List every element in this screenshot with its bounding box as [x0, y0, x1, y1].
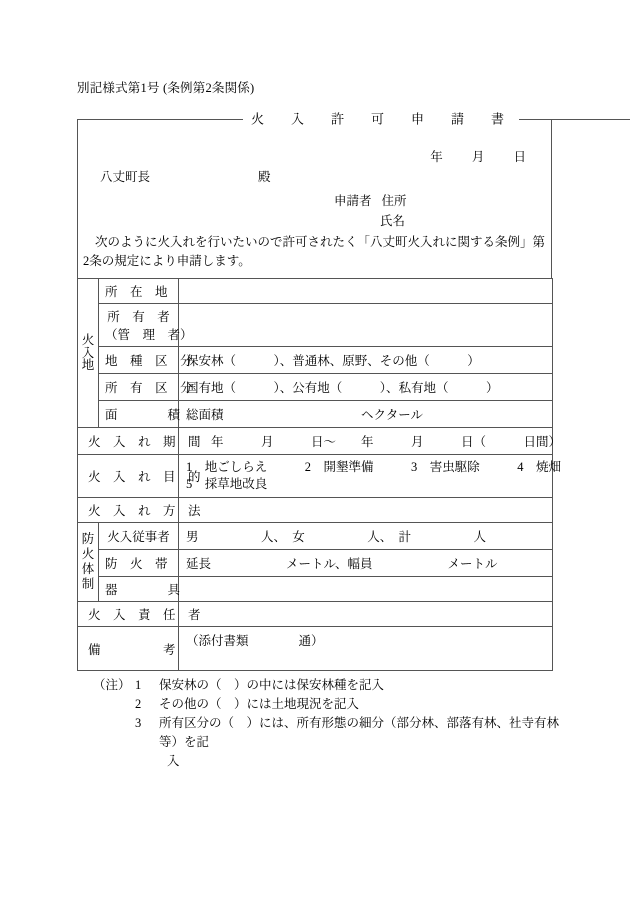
label-bokatai	[99, 550, 179, 577]
intro-paragraph: 次のように火入れを行いたいので許可されたく「八丈町火入れに関する条例」第2条の規定により申請します。	[83, 235, 546, 268]
group-label-hiireti-char-2: 地	[81, 358, 95, 373]
notes-section	[93, 676, 563, 771]
label-chishu-kubun-text: 地 種 区 分	[105, 354, 193, 368]
note-number-3: 3	[135, 716, 142, 730]
note-number-1: 1	[135, 678, 142, 692]
note-item-3	[93, 714, 563, 752]
label-shozaichi-text: 所 在 地	[105, 285, 168, 299]
addressee-line	[100, 167, 271, 185]
label-sekininsha-text: 火 入 責 任 者	[88, 608, 201, 622]
label-mokuteki-text: 火 入 れ 目 的	[88, 470, 201, 484]
value-bikou[interactable]	[179, 627, 553, 671]
notes-heading: （注）	[93, 678, 131, 692]
value-shoyusha[interactable]	[179, 304, 553, 347]
value-mokuteki-line1: 1 地ごしらえ 2 開墾準備 3 害虫駆除 4 焼畑	[186, 460, 562, 474]
group-label-bokataisei-char-0: 防	[81, 532, 95, 546]
label-bokatai-text: 防 火 帯	[105, 557, 168, 571]
applicant-address-line	[334, 191, 407, 209]
label-jujisha	[99, 523, 179, 550]
date-month: 月	[471, 150, 485, 164]
value-mokuteki-line2: 5 採草地改良	[186, 477, 268, 491]
label-bikou-text: 備 考	[88, 642, 176, 657]
form-number: 別記様式第1号 (条例第2条関係)	[77, 81, 255, 95]
label-shozaichi	[99, 279, 179, 304]
table-row-hoho	[78, 498, 553, 523]
label-kigu-text: 器 具	[105, 583, 181, 597]
value-shoyu-kubun[interactable]: 国有地（ ）、公有地（ ）、私有地（ ）	[179, 374, 553, 401]
note-text-3: 所有区分の（ ）には、所有形態の細分（部分林、部落有林、社寺有林等）を記	[159, 716, 560, 749]
label-bikou	[78, 627, 179, 671]
value-mokuteki[interactable]	[179, 455, 562, 498]
label-kikan	[78, 428, 201, 455]
value-menseki-text: 総面積 ヘクタール	[186, 408, 424, 422]
value-hoho[interactable]	[179, 498, 553, 523]
value-bikou-text: （添付書類 通）	[186, 634, 324, 648]
addressee-honorific: 殿	[258, 170, 271, 184]
group-label-hiireti	[78, 279, 99, 428]
addressee-name: 八丈町長	[100, 170, 151, 184]
applicant-label: 申請者	[334, 194, 372, 208]
label-chishu-kubun	[99, 347, 193, 374]
applicant-name-label: 氏名	[380, 214, 406, 228]
note-item-2	[93, 695, 563, 714]
label-sekininsha	[78, 602, 201, 627]
value-chishu-kubun[interactable]: 保安林（ ）、普通林、原野、その他（ ）	[179, 347, 553, 374]
date-day: 日	[513, 150, 526, 164]
value-bokatai[interactable]	[179, 550, 553, 577]
label-shoyu-kubun	[99, 374, 193, 401]
label-menseki	[99, 401, 179, 428]
note-item-1	[93, 676, 563, 695]
table-row-kigu	[78, 577, 553, 602]
note-number-2: 2	[135, 697, 142, 711]
label-kigu	[99, 577, 179, 602]
label-menseki-text: 面 積	[105, 408, 181, 422]
application-form-table	[77, 278, 562, 671]
label-shoyu-kubun-text: 所 有 区 分	[105, 381, 193, 395]
date-year: 年	[430, 150, 443, 164]
value-jujisha[interactable]	[179, 523, 553, 550]
label-mokuteki	[78, 455, 201, 498]
value-sekininsha[interactable]	[179, 602, 553, 627]
label-shoyusha	[99, 304, 193, 347]
group-label-bokataisei-char-2: 体	[81, 562, 95, 576]
table-row-mokuteki	[78, 455, 553, 498]
group-label-hiireti-char-1: 入	[81, 345, 95, 360]
table-row-bokatai	[78, 550, 553, 577]
table-row-bikou	[78, 627, 553, 671]
label-hoho	[78, 498, 201, 523]
table-row-jujisha	[78, 523, 553, 550]
table-row-shozaichi	[78, 279, 553, 304]
form-title: 火 入 許 可 申 請 書	[243, 113, 519, 126]
group-label-bokataisei	[78, 523, 99, 602]
label-shoyusha-line2: （管 理 者）	[105, 328, 193, 342]
label-shoyusha-line1: 所 有 者	[107, 310, 170, 324]
group-label-hiireti-char-0: 火	[81, 333, 95, 348]
value-jujisha-text: 男 人、 女 人、 計 人	[186, 530, 487, 544]
table-row-shoyusha	[78, 304, 553, 347]
value-shozaichi[interactable]	[179, 279, 553, 304]
table-row-kikan	[78, 428, 553, 455]
group-label-bokataisei-char-1: 火	[81, 547, 95, 561]
note-text-3-continuation: 入	[167, 754, 180, 768]
table-row-chishu-kubun	[78, 347, 553, 374]
applicant-address-label: 住所	[381, 194, 407, 208]
value-kigu[interactable]	[179, 577, 553, 602]
date-line	[77, 147, 552, 165]
value-kikan-text: 年 月 日〜 年 月 日（ 日間）	[186, 435, 562, 449]
table-row-sekininsha	[78, 602, 553, 627]
label-hoho-text: 火 入 れ 方 法	[88, 504, 201, 518]
note-text-1: 保安林の（ ）の中には保安林種を記入	[159, 678, 385, 692]
note-text-2: その他の（ ）には土地現況を記入	[159, 697, 360, 711]
value-kikan[interactable]	[179, 428, 562, 455]
table-row-shoyu-kubun	[78, 374, 553, 401]
label-jujisha-text: 火入従事者	[107, 530, 170, 544]
group-label-bokataisei-char-3: 制	[81, 577, 95, 591]
table-row-menseki	[78, 401, 553, 428]
value-bokatai-text: 延長 メートル、幅員 メートル	[186, 557, 498, 571]
value-menseki[interactable]	[179, 401, 553, 428]
label-kikan-text: 火 入 れ 期 間	[88, 435, 201, 449]
